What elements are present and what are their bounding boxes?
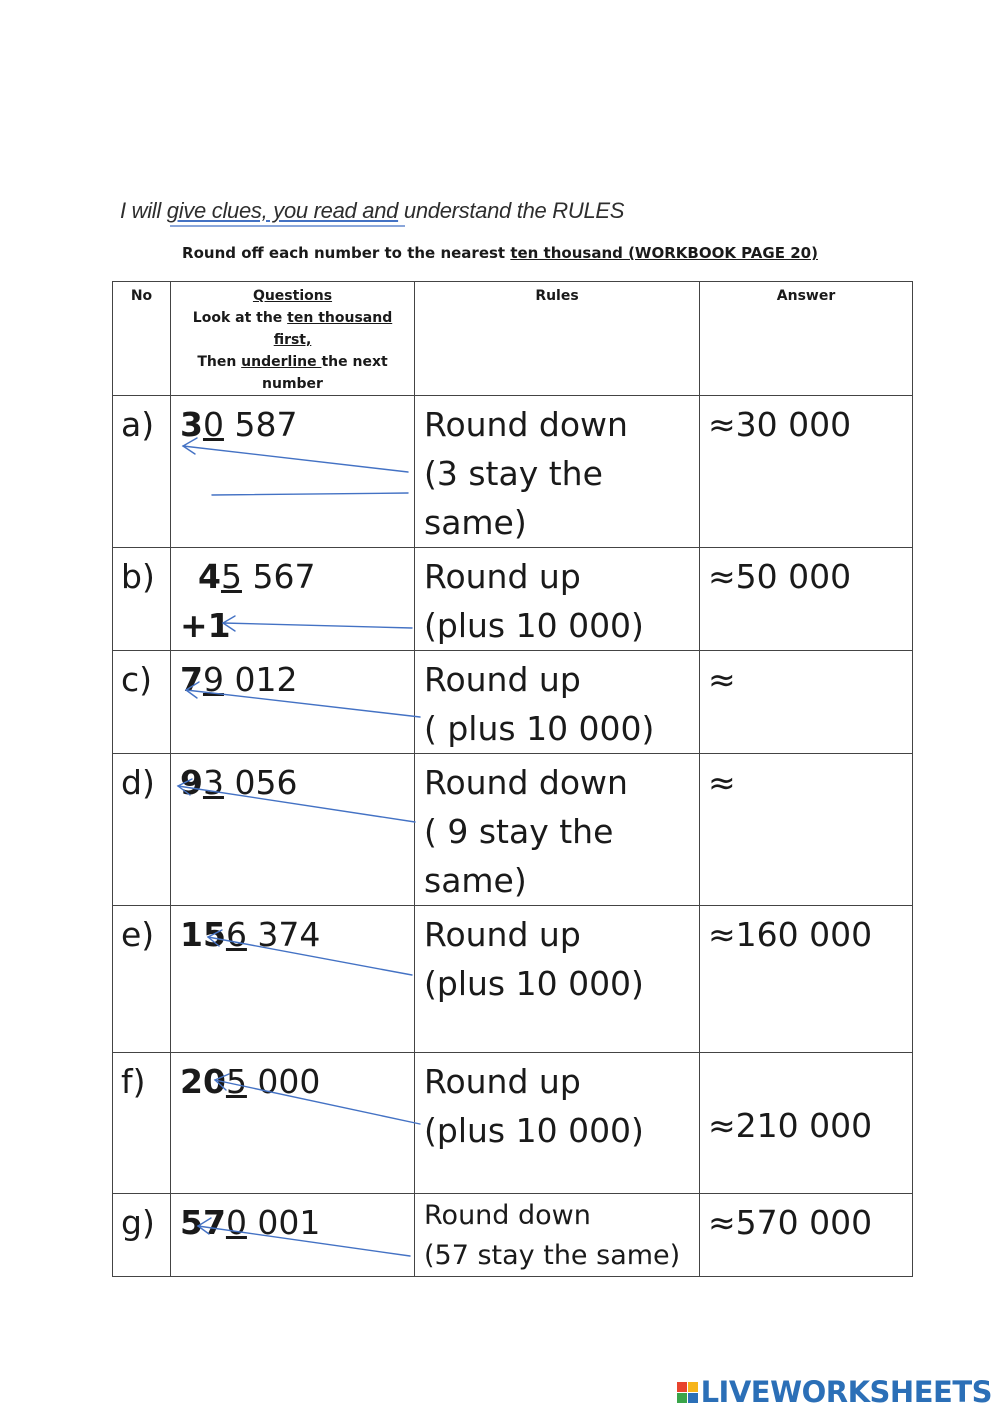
question-number: 45 567 +1 [171, 548, 415, 651]
header-row [113, 282, 913, 396]
table-row [113, 396, 913, 548]
table-row [113, 754, 913, 906]
subtitle-prefix: Round off each number to the nearest [182, 244, 511, 262]
answer-field[interactable]: ≈30 000 [700, 396, 913, 548]
question-number: 30 587 [171, 396, 415, 548]
row-label: d) [113, 754, 171, 906]
logo-text: LIVEWORKSHEETS [700, 1375, 992, 1409]
question-number: 570 001 [171, 1194, 415, 1277]
row-label: a) [113, 396, 171, 548]
header-no: No [113, 282, 171, 396]
instruction-line [120, 198, 624, 224]
rule-cell: Round up (plus 10 000) [415, 1053, 700, 1194]
subtitle-underlined: ten thousand (WORKBOOK PAGE 20) [510, 244, 818, 262]
rounding-table [112, 281, 913, 1277]
header-questions: Questions Look at the ten thousand first, Then underline the next number [171, 282, 415, 396]
answer-field[interactable]: ≈210 000 [700, 1053, 913, 1194]
question-number: 93 056 [171, 754, 415, 906]
questions-title: Questions [252, 288, 333, 304]
question-number: 79 012 [171, 651, 415, 754]
table-row [113, 651, 913, 754]
rule-cell: Round down (3 stay the same) [415, 396, 700, 548]
row-label: f) [113, 1053, 171, 1194]
worksheet-subtitle [0, 244, 1000, 262]
question-number: 205 000 [171, 1053, 415, 1194]
rule-cell: Round up (plus 10 000) [415, 548, 700, 651]
table-row [113, 1053, 913, 1194]
answer-field[interactable]: ≈570 000 [700, 1194, 913, 1277]
rule-cell: Round up (plus 10 000) [415, 906, 700, 1053]
header-answer: Answer [700, 282, 913, 396]
answer-field[interactable]: ≈160 000 [700, 906, 913, 1053]
header-rules: Rules [415, 282, 700, 396]
row-label: b) [113, 548, 171, 651]
intro-text-2: give clues, you read and [166, 198, 399, 223]
table-row [113, 906, 913, 1053]
question-number: 156 374 [171, 906, 415, 1053]
rule-cell: Round down (57 stay the same) [415, 1194, 700, 1277]
logo-icon [677, 1382, 698, 1403]
row-label: g) [113, 1194, 171, 1277]
intro-text-3: understand the RULES [398, 198, 625, 223]
rule-cell: Round down ( 9 stay the same) [415, 754, 700, 906]
intro-text-1: I will [120, 198, 167, 223]
answer-field[interactable]: ≈ [700, 754, 913, 906]
liveworksheets-logo[interactable] [677, 1375, 992, 1409]
rule-cell: Round up ( plus 10 000) [415, 651, 700, 754]
table-row [113, 548, 913, 651]
answer-field[interactable]: ≈50 000 [700, 548, 913, 651]
answer-field[interactable]: ≈ [700, 651, 913, 754]
row-label: c) [113, 651, 171, 754]
plus-one-note: +1 [180, 606, 231, 645]
row-label: e) [113, 906, 171, 1053]
table-row [113, 1194, 913, 1277]
